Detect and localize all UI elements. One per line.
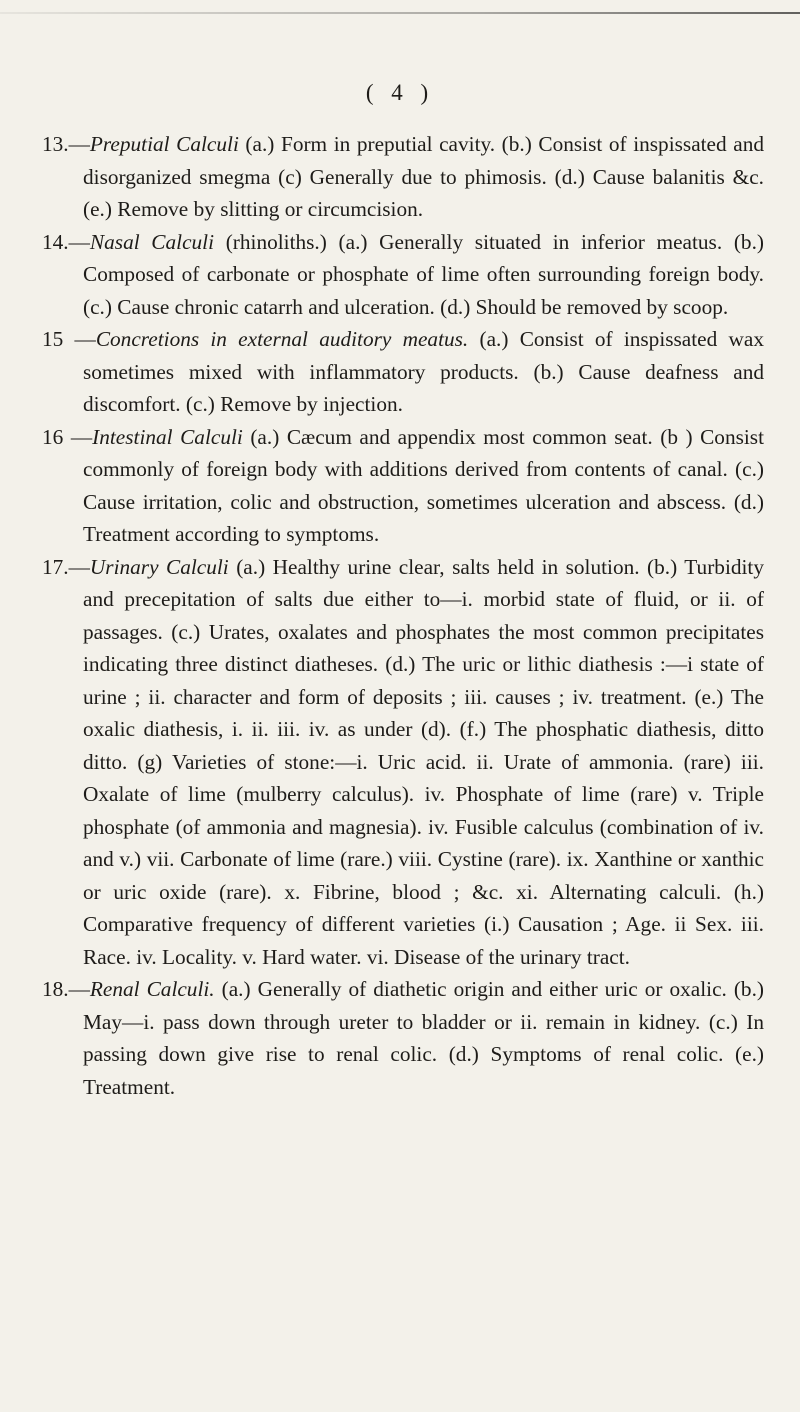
entry-title: Nasal Calculi (89, 229, 215, 254)
entry-18 (42, 973, 764, 1103)
entry-number: 17. (42, 554, 69, 579)
entry-dash: — (63, 424, 93, 449)
entry-title: Concretions in external auditory meatus. (95, 327, 469, 351)
entry-dash: — (63, 327, 96, 351)
page-number: ( 4 ) (365, 80, 435, 105)
entry-dash: — (68, 132, 90, 156)
entry-body: (a.) Form in preputial cavity. (b.) Consist of inspissated and disorganized smegma (c) Generally due to phimosis. (d.) Cause balanitis &c. (e.) Remove by slitting or circumcision. (83, 132, 764, 221)
entry-number: 18. (42, 977, 69, 1001)
entry-17 (42, 551, 764, 974)
entry-body: (a.) Cæcum and appendix most common seat. (b ) Consist commonly of foreign body with additions derived from contents of canal. (c.) Cause irritation, colic and obstruction, sometimes ulceration and abscess. (d.) Treatment according to symptoms. (83, 424, 765, 546)
entry-number: 15 (42, 327, 64, 351)
entry-dash: — (68, 229, 90, 254)
entry-14 (42, 226, 764, 324)
entry-16 (42, 421, 764, 551)
entry-number: 13. (42, 132, 69, 156)
entry-title: Intestinal Calculi (92, 424, 243, 449)
entry-body: (a.) Generally of diathetic origin and either uric or oxalic. (b.) May—i. pass down through ureter to bladder or ii. remain in kidney. (c.) In passing down give rise to renal colic. (d.) Symptoms of renal colic. (e.) Treatment. (83, 977, 764, 1099)
page-top-edge (0, 12, 800, 14)
entry-dash: — (68, 977, 90, 1001)
entry-title: Preputial Calculi (89, 132, 239, 156)
entry-body: (a.) Healthy urine clear, salts held in solution. (b.) Turbidity and precepitation of salts due either to—i. morbid state of fluid, or ii. of passages. (c.) Urates, oxalates and phosphates the most common precipitates indicating three distinct diatheses. (d.) The uric or lithic diathesis :—i state of urine ; ii. character and form of deposits ; iii. causes ; iv. treatment. (e.) The oxalic diathesis, i. ii. iii. iv. as under (d). (f.) The phosphatic diathesis, ditto ditto. (g) Varieties of stone:—i. Uric acid. ii. Urate of ammonia. (rare) iii. Oxalate of lime (mulberry calculus). iv. Phosphate of lime (rare) v. Triple phosphate (of ammonia and magnesia). iv. Fusible calculus (combination of iv. and v.) vii. Carbonate of lime (rare.) viii. Cystine (rare). ix. Xanthine or xanthic or uric oxide (rare). x. Fibrine, blood ; &c. xi. Alternating calculi. (h.) Comparative frequency of different varieties (i.) Causation ; Age. ii Sex. iii. Race. iv. Locality. v. Hard water. vi. Disease of the urinary tract. (83, 554, 764, 969)
entry-13 (42, 128, 764, 226)
page-body (42, 128, 764, 1103)
entry-15 (42, 323, 764, 421)
entry-number: 16 (42, 424, 64, 449)
entry-body: (rhinoliths.) (a.) Generally situated in inferior meatus. (b.) Composed of carbonate or phosphate of lime often surrounding foreign body. (c.) Cause chronic catarrh and ulceration. (d.) Should be removed by scoop. (83, 229, 764, 319)
entry-number: 14. (42, 229, 69, 254)
entry-dash: — (68, 554, 90, 579)
entry-title: Urinary Calculi (89, 554, 229, 579)
entry-body: (a.) Consist of inspissated wax sometimes mixed with inflammatory products. (b.) Cause deafness and discomfort. (c.) Remove by injection. (83, 327, 764, 416)
entry-title: Renal Calculi. (89, 977, 215, 1001)
